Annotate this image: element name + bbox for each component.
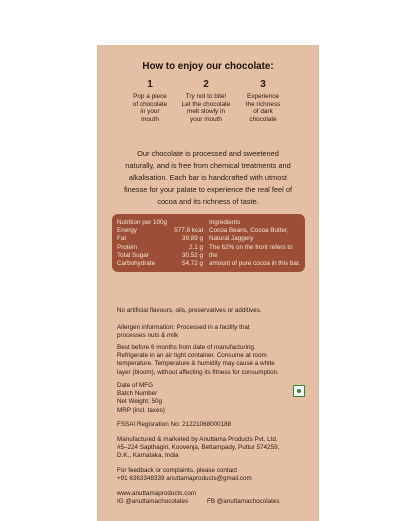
- contact-line: +91 6363348339 anuttamaproducts@gmail.com: [117, 475, 252, 483]
- step-line: mouth: [141, 115, 159, 123]
- batch-info: [117, 382, 313, 415]
- nutrition-row: Carbohydrate 54.72 g: [117, 259, 203, 267]
- nutrition-box: [112, 214, 305, 272]
- step-number: 2: [203, 79, 209, 90]
- step-line: Try not to bite!: [185, 93, 227, 100]
- nutrition-table: [117, 219, 203, 268]
- website-link: www.anuttamaproducts.com: [117, 490, 197, 497]
- intro-line: alkalisation. Each bar is handcrafted with utmost: [128, 173, 288, 182]
- step-line: melt slowly in: [187, 108, 225, 116]
- cocoa-note-line: The 62% on the front refers to the: [209, 243, 293, 259]
- step-2: [174, 78, 238, 123]
- intro-line: Our chocolate is processed and sweetened: [137, 149, 279, 158]
- allergen-line: Allergen information: Processed in a facility that: [117, 324, 250, 331]
- ingredients-line: Natural Jaggery: [209, 235, 254, 243]
- no-additives-text: No artificial flavours, oils, preservatives or additives.: [117, 307, 262, 314]
- step-line: of chocolate: [132, 100, 168, 108]
- enjoy-steps: [97, 78, 319, 128]
- allergen-info: [117, 324, 313, 340]
- nutrition-row: Fat 39.89 g: [117, 235, 203, 243]
- chocolate-label-panel: [97, 45, 319, 521]
- veg-dot: [297, 389, 301, 393]
- step-line: Let the chocolate: [181, 100, 231, 108]
- cocoa-note-line: amount of pure cocoa in this bar.: [209, 260, 301, 268]
- storage-line: temperature. Temperature & humidity may cause a white: [117, 360, 275, 368]
- nutrition-row: Energy 577.8 kcal: [117, 227, 203, 235]
- step-line: the richness: [245, 100, 281, 108]
- fssai-number: FSSAI Regisration No: 21221068000188: [117, 421, 232, 428]
- ingredients-block: [209, 219, 302, 268]
- step-line: Experience: [247, 93, 279, 100]
- ingredients-header: Ingredients: [209, 219, 241, 226]
- nutrition-row: Total Sugar 30.52 g: [117, 251, 203, 259]
- intro-line: finesse for your palate to experience the real feel of: [123, 185, 293, 194]
- storage-info: [117, 344, 313, 377]
- contact-line: For feedback or complaints, please contact: [117, 467, 238, 474]
- mrp-label: MRP (incl. taxes): [117, 406, 165, 414]
- manufacturer-info: [117, 436, 313, 461]
- step-line: chocolate: [249, 115, 277, 123]
- page-title: How to enjoy our chocolate:: [142, 61, 274, 72]
- step-line: your mouth: [190, 115, 222, 123]
- mfg-date-label: Date of MFG: [117, 382, 154, 389]
- batch-number-label: Batch Number: [117, 390, 158, 398]
- manufacturer-line: #5–224 Sapthagiri, Koovenja, Bettampady, Puttur 574259,: [117, 444, 280, 452]
- ingredients-line: Cocoa Beans, Cocoa Butter,: [209, 227, 289, 235]
- step-number: 3: [260, 79, 266, 90]
- intro-line: cocoa and its richness of taste.: [157, 197, 259, 206]
- allergen-line: processes nuts & milk: [117, 332, 179, 340]
- manufacturer-line: D.K., Karnataka, India: [117, 452, 179, 460]
- storage-line: Refrigerate in an air tight container. Consume at room: [117, 352, 267, 360]
- contact-info: [117, 467, 313, 483]
- step-line: in your: [140, 108, 160, 116]
- web-social: [117, 490, 313, 506]
- step-3: [231, 78, 295, 123]
- storage-line: Best before 6 months from date of manufacturing.: [117, 344, 256, 351]
- net-weight: Net Weight: 50g: [117, 398, 163, 406]
- facebook-handle: FB @anuttamachocolates: [207, 498, 280, 506]
- step-number: 1: [147, 79, 153, 90]
- step-line: of dark: [253, 108, 273, 116]
- intro-paragraph: [109, 148, 307, 208]
- social-handles: [117, 498, 313, 506]
- nutrition-row: Protein 2.1 g: [117, 243, 203, 251]
- step-1: [118, 78, 182, 123]
- veg-symbol-icon: [293, 385, 305, 397]
- step-line: Pop a piece: [133, 93, 167, 100]
- intro-line: naturally, and is free from chemical treatments and: [125, 161, 291, 170]
- storage-line: layer (bloom), without affecting its fitness for consumption.: [117, 368, 279, 376]
- step-text: [174, 93, 238, 123]
- step-text: [118, 93, 182, 123]
- step-text: [231, 93, 295, 123]
- manufacturer-line: Manufactured & marketed by Anuttama Products Pvt. Ltd.: [117, 436, 278, 443]
- nutrition-header: Nutrition per 100g: [117, 219, 168, 226]
- instagram-handle: IG @anuttamachocolates: [117, 498, 189, 506]
